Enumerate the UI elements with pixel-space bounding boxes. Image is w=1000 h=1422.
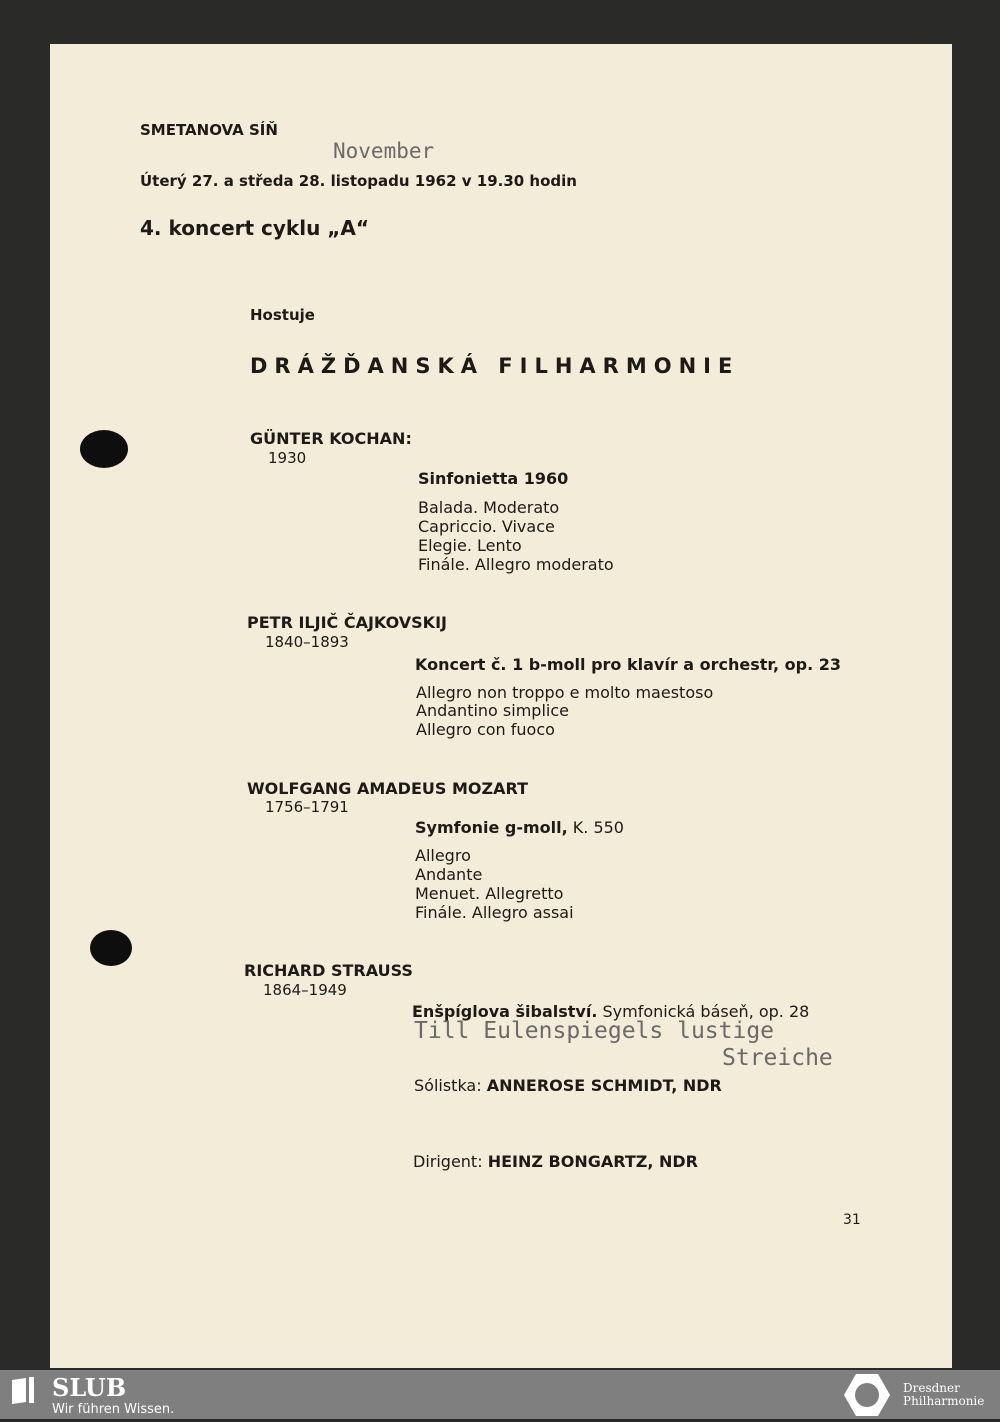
slub-book-icon	[10, 1376, 36, 1404]
composer: RICHARD STRAUSS	[244, 961, 413, 980]
work-subtitle: Symfonická báseň, op. 28	[602, 1002, 810, 1021]
soloist-name: ANNEROSE SCHMIDT, NDR	[486, 1076, 722, 1095]
work-title: Sinfonietta 1960	[418, 469, 569, 488]
movement: Allegro non troppo e molto maestoso	[416, 683, 714, 702]
orchestra-name: DRÁŽĎANSKÁ FILHARMONIE	[250, 354, 740, 378]
work-title: Koncert č. 1 b-moll pro klavír a orchestr, op. 23	[415, 655, 841, 674]
philharmonie-name[interactable]	[903, 1382, 984, 1408]
movement: Elegie. Lento	[418, 536, 522, 555]
movement: Menuet. Allegretto	[415, 884, 564, 903]
soloist-label: Sólistka:	[414, 1076, 482, 1095]
philharmonie-logo-icon	[842, 1372, 892, 1418]
punch-hole	[90, 930, 132, 966]
conductor-name: HEINZ BONGARTZ, NDR	[487, 1152, 698, 1171]
movement: Capriccio. Vivace	[418, 517, 555, 536]
movement: Allegro con fuoco	[416, 720, 555, 739]
punch-hole	[80, 430, 128, 468]
stamp-month: November	[333, 139, 435, 163]
composer: GÜNTER KOCHAN:	[250, 429, 412, 448]
composer: PETR ILJIČ ČAJKOVSKIJ	[247, 613, 447, 632]
work-title	[415, 818, 624, 837]
composer: WOLFGANG AMADEUS MOZART	[247, 779, 528, 798]
composer-years: 1864–1949	[263, 981, 347, 999]
movement: Andante	[415, 865, 483, 884]
philharmonie-name-line1: Dresdner	[903, 1381, 960, 1395]
work-name: Enšpíglova šibalství.	[412, 1002, 598, 1021]
philharmonie-name-line2: Philharmonie	[903, 1394, 985, 1408]
movement: Finále. Allegro moderato	[418, 555, 614, 574]
soloist	[414, 1076, 722, 1095]
slub-tagline: Wir führen Wissen.	[52, 1402, 175, 1417]
venue: SMETANOVA SÍŇ	[140, 121, 278, 139]
concert-title: 4. koncert cyklu „A“	[140, 216, 370, 240]
typed-translation: Streiche	[722, 1045, 833, 1071]
conductor	[413, 1152, 698, 1171]
composer-years: 1840–1893	[265, 633, 349, 651]
movement: Allegro	[415, 846, 471, 865]
slub-logo[interactable]: SLUB	[52, 1373, 127, 1402]
conductor-label: Dirigent:	[413, 1152, 483, 1171]
page-number: 31	[843, 1212, 861, 1228]
movement: Balada. Moderato	[418, 498, 560, 517]
movement: Finále. Allegro assai	[415, 903, 574, 922]
work-catalog: K. 550	[572, 818, 624, 837]
work-name: Symfonie g-moll,	[415, 818, 568, 837]
guest-label: Hostuje	[250, 306, 315, 324]
composer-years: 1756–1791	[265, 798, 349, 816]
composer-years: 1930	[268, 449, 307, 467]
movement: Andantino simplice	[416, 701, 569, 720]
date-line: Úterý 27. a středa 28. listopadu 1962 v 19.30 hodin	[140, 172, 577, 190]
typed-translation: Till Eulenspiegels lustige	[414, 1018, 775, 1044]
footer-bar	[0, 1370, 1000, 1419]
